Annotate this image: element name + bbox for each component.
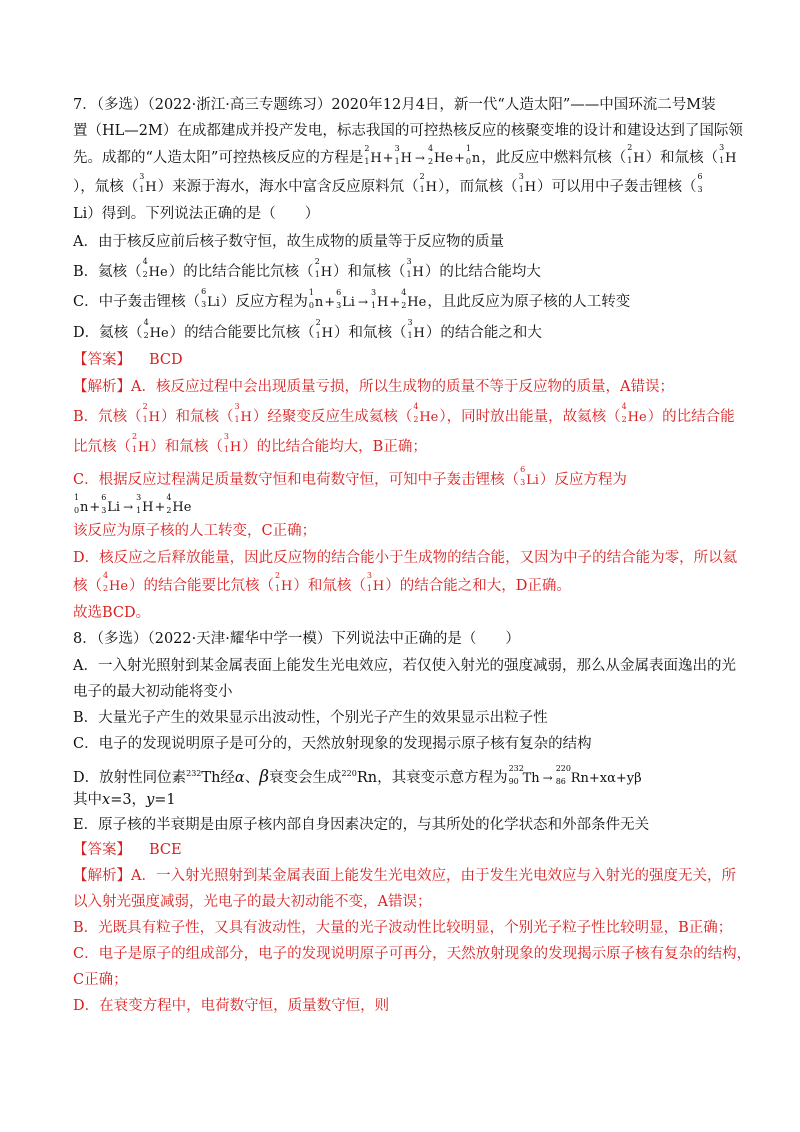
q8-explanation-4: C．电子是原子的组成部分，电子的发现说明原子可再分，天然放射现象的发现揭示原子核有复杂的结构， [73, 946, 752, 962]
q7-answer-value: BCD [149, 352, 183, 368]
q7-option-c: C．中子轰击锂核（ 6 3 Li）反应方程为 1 0 n+ 6 3 Li → 3 1 H+ 4 2 He，且此反应为原子核的人工转变 [73, 287, 631, 310]
q7-line-1 [73, 95, 740, 117]
q7-explanation-3: 比氘核（ 2 1 H）和氚核（ 3 1 H）的比结合能均大，B正确； [73, 432, 427, 455]
q8-explanation-3: B．光既具有粒子性，又具有波动性，大量的光子波动性比较明显，个别光子粒子性比较明显，B正确； [73, 920, 733, 936]
q8-option-d-where: 其中x=3，y=1 [73, 792, 176, 808]
fusion-equation: 2 1 H+ 3 1 H → 4 2 He+ 1 0 n [364, 144, 481, 166]
q8-option-b: B．大量光子产生的效果显示出波动性，个别光子产生的效果显示出粒子性 [73, 710, 548, 726]
tritium-nuclide: 3 1 H [719, 143, 737, 166]
q7-explanation-8: 核（ 4 2 He）的结合能要比氘核（ 2 1 H）和氚核（ 3 1 H）的结合能之和大，D正确。 [73, 571, 571, 594]
lithium-reaction-equation: 1 0 n+ 6 3 Li → 3 1 H+ 4 2 He [308, 288, 427, 310]
q8-answer: 【答案】 BCE [73, 842, 182, 858]
q7-explanation-equation: 1 0 n+ 6 3 Li → 3 1 H+ 4 2 He [74, 493, 192, 515]
q8-explanation-1: 【解析】A．一入射光照射到某金属表面上能发生光电效应，由于发生光电效应与入射光的强度无关，所 [73, 868, 736, 884]
q7-explanation-9: 故选BCD。 [73, 605, 151, 621]
q7-stem-3a: 先。成都的“人造太阳”可控热核反应的方程是 [73, 150, 364, 166]
q7-explanation-2: B．氘核（ 2 1 H）和氚核（ 3 1 H）经聚变反应生成氦核（ 4 2 He），同时放出能量，故氦核（ 4 2 He）的比结合能 [73, 402, 735, 425]
q7-option-a: A．由于核反应前后核子数守恒，故生成物的质量等于反应物的质量 [73, 234, 504, 250]
q7-explanation-4: C．根据反应过程满足质量数守恒和电荷数守恒，可知中子轰击锂核（ 6 3 Li）反应方程为 [73, 465, 627, 488]
q7-stem-3b: ，此反应中燃料氘核（ [481, 150, 627, 166]
q8-explanation-6: D．在衰变方程中，电荷数守恒，质量数守恒，则 [73, 998, 390, 1014]
q7-line-2 [73, 121, 743, 143]
q7-stem-1: 7．（多选）（2022·浙江·高三专题练习）2020年12月4日，新一代“人造太阳”——中国环流二号M装 [73, 97, 716, 113]
q8-explanation-5: C正确； [73, 972, 128, 988]
decay-equation: 232 90 Th → 220 86 Rn+xα+yβ [508, 764, 642, 786]
q7-option-b: B．氦核（ 4 2 He）的比结合能比氘核（ 2 1 H）和氚核（ 3 1 H）的比结合能均大 [73, 257, 541, 280]
q7-line-5: Li）得到。下列说法正确的是（ ） [73, 206, 320, 222]
q7-explanation-1: 【解析】A．核反应过程中会出现质量亏损，所以生成物的质量不等于反应物的质量，A错误； [73, 379, 674, 395]
q8-answer-value: BCE [149, 842, 182, 858]
q8-option-e: E．原子核的半衰期是由原子核内部自身因素决定的，与其所处的化学状态和外部条件无关 [73, 817, 650, 833]
q7-option-d: D．氦核（ 4 2 He）的结合能要比氘核（ 2 1 H）和氚核（ 3 1 H）的结合能之和大 [73, 318, 542, 341]
q7-line-3: 先。成都的“人造太阳”可控热核反应的方程是 2 1 H+ 3 1 H → 4 2 He+ 1 0 n，此反应中燃料氘核（ 2 1 H）和氚核（ 3 1 H [73, 148, 740, 170]
q8-option-d: D．放射性同位素$^{232}$Th经α、β衰变会生成$^{220}$Rn，其衰变示意方程为 232 90 Th → 220 86 Rn+xα+yβ [73, 764, 642, 787]
q8-option-a-1: A．一入射光照射到某金属表面上能发生光电效应，若仅使入射光的强度减弱，那么从金属表面逸出的光 [73, 658, 736, 674]
q7-explanation-7: D．核反应之后释放能量，因此反应物的结合能小于生成物的结合能，又因为中子的结合能为零，所以氦 [73, 550, 738, 566]
q8-option-c: C．电子的发现说明原子是可分的，天然放射现象的发现揭示原子核有复杂的结构 [73, 736, 592, 752]
deuterium-nuclide: 2 1 H [627, 143, 645, 166]
q8-explanation-2: 以入射光强度减弱，光电子的最大初动能不变，A错误； [73, 894, 432, 910]
q8-line-1: 8．（多选）（2022·天津·耀华中学一模）下列说法中正确的是（ ） [73, 631, 520, 647]
q7-answer: 【答案】 BCD [73, 352, 183, 368]
q7-stem-2: 置（HL—2M）在成都建成并投产发电，标志我国的可控热核反应的核聚变堆的设计和建设达到了国际领 [73, 123, 743, 139]
q7-line-4: ），氚核（ 3 1 H）来源于海水，海水中富含反应原料氘（ 2 1 H），而氚核（ 3 1 H）可以用中子轰击锂核（ 6 3 [73, 172, 703, 195]
q7-explanation-6: 该反应为原子核的人工转变，C正确； [73, 523, 317, 539]
q8-option-a-2: 电子的最大初动能将变小 [73, 684, 233, 700]
